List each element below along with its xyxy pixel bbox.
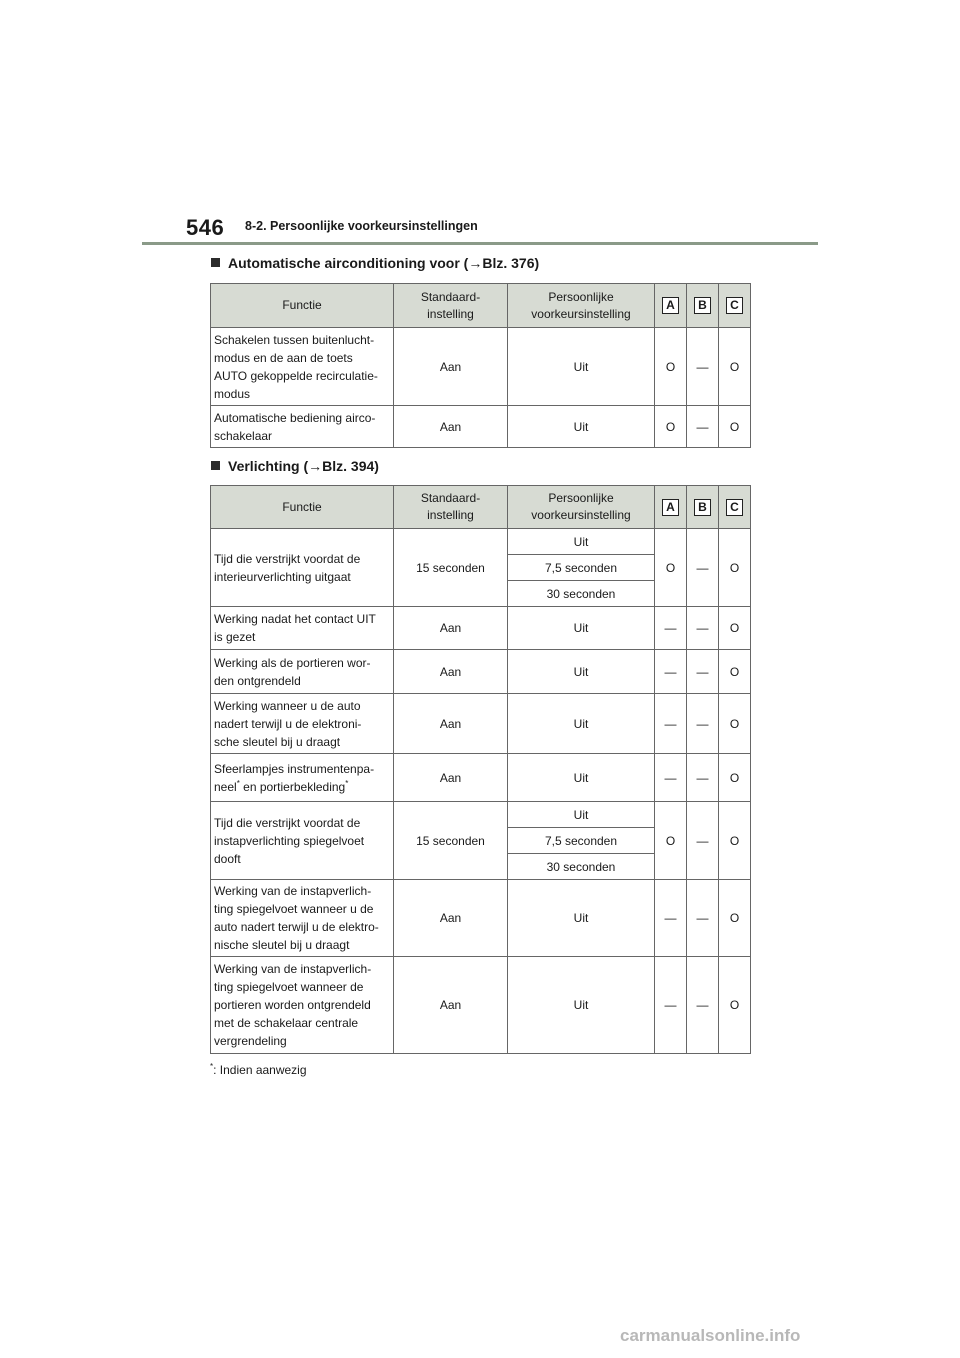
cell-c: O xyxy=(719,880,751,957)
watermark: carmanualsonline.info xyxy=(620,1326,801,1345)
header-functie: Functie xyxy=(211,284,394,328)
cell-personal: Uit xyxy=(508,328,655,406)
table-row xyxy=(211,650,751,694)
badge-a: A xyxy=(662,297,679,314)
cell-personal: Uit xyxy=(508,650,655,694)
cell-b: — xyxy=(687,754,719,802)
cell-b: — xyxy=(687,328,719,406)
cell-function: Schakelen tussen buitenlucht- modus en de aan de toets AUTO gekoppelde recirculatie- modus xyxy=(211,328,394,406)
badge-c: C xyxy=(726,499,743,516)
cell-b: — xyxy=(687,802,719,880)
cell-function: Werking van de instapverlich- ting spiegelvoet wanneer u de auto nadert terwijl u de elektro- nische sleutel bij u draagt xyxy=(211,880,394,957)
section-heading-airco xyxy=(211,255,539,271)
cell-c: O xyxy=(719,406,751,448)
section-title: Verlichting (→Blz. 394) xyxy=(228,458,379,474)
badge-a: A xyxy=(662,499,679,516)
page-number: 546 xyxy=(186,215,225,240)
cell-function: Werking wanneer u de auto nadert terwijl u de elektroni- sche sleutel bij u draagt xyxy=(211,694,394,754)
footnote-marker: * xyxy=(210,1062,214,1071)
table-row xyxy=(211,957,751,1054)
cell-default: Aan xyxy=(394,328,508,406)
cell-a: O xyxy=(655,802,687,880)
table-header-row xyxy=(211,284,751,328)
table-row xyxy=(211,880,751,957)
badge-b: B xyxy=(694,297,711,314)
cell-personal-option: 7,5 seconden xyxy=(508,555,655,581)
cell-default: Aan xyxy=(394,607,508,650)
table-row xyxy=(211,694,751,754)
chapter-title: 8-2. Persoonlijke voorkeursinstellingen xyxy=(245,219,478,233)
table-row xyxy=(211,328,751,406)
cell-b: — xyxy=(687,957,719,1054)
cell-personal: Uit xyxy=(508,880,655,957)
table-row xyxy=(211,607,751,650)
cell-default: Aan xyxy=(394,650,508,694)
cell-personal-option: 30 seconden xyxy=(508,581,655,607)
cell-personal: Uit xyxy=(508,957,655,1054)
header-persoonlijk: Persoonlijke voorkeursinstelling xyxy=(508,284,655,328)
cell-c: O xyxy=(719,650,751,694)
cell-personal-option: 7,5 seconden xyxy=(508,828,655,854)
header-col-b xyxy=(687,486,719,529)
table-header-row xyxy=(211,486,751,529)
cell-default: Aan xyxy=(394,406,508,448)
badge-c: C xyxy=(726,297,743,314)
cell-c: O xyxy=(719,328,751,406)
table-row xyxy=(211,754,751,802)
cell-default: 15 seconden xyxy=(394,802,508,880)
table-airco xyxy=(210,283,751,448)
cell-a: O xyxy=(655,529,687,607)
cell-b: — xyxy=(687,880,719,957)
footnote-marker: * xyxy=(236,778,240,788)
cell-c: O xyxy=(719,607,751,650)
cell-c: O xyxy=(719,802,751,880)
cell-b: — xyxy=(687,406,719,448)
cell-function: Automatische bediening airco- schakelaar xyxy=(211,406,394,448)
cell-b: — xyxy=(687,650,719,694)
header-rule xyxy=(142,242,818,245)
cell-b: — xyxy=(687,694,719,754)
cell-b: — xyxy=(687,529,719,607)
cell-a: — xyxy=(655,650,687,694)
cell-function: Werking nadat het contact UIT is gezet xyxy=(211,607,394,650)
table-row xyxy=(211,529,751,555)
badge-b: B xyxy=(694,499,711,516)
header-col-c xyxy=(719,284,751,328)
header-col-c xyxy=(719,486,751,529)
header-standaard: Standaard- instelling xyxy=(394,486,508,529)
header-persoonlijk: Persoonlijke voorkeursinstelling xyxy=(508,486,655,529)
header-col-a xyxy=(655,284,687,328)
cell-personal: Uit xyxy=(508,406,655,448)
header-functie: Functie xyxy=(211,486,394,529)
cell-personal-option: Uit xyxy=(508,802,655,828)
cell-personal: Uit xyxy=(508,607,655,650)
cell-a: — xyxy=(655,754,687,802)
footnote-marker: * xyxy=(345,778,349,788)
cell-default: Aan xyxy=(394,957,508,1054)
cell-default: Aan xyxy=(394,754,508,802)
table-verlichting xyxy=(210,485,751,1054)
cell-function: Tijd die verstrijkt voordat de interieurverlichting uitgaat xyxy=(211,529,394,607)
cell-c: O xyxy=(719,754,751,802)
cell-function: Werking van de instapverlich- ting spiegelvoet wanneer de portieren worden ontgrendeld met de schakelaar centrale vergrendeling xyxy=(211,957,394,1054)
cell-default: Aan xyxy=(394,880,508,957)
cell-c: O xyxy=(719,957,751,1054)
cell-personal: Uit xyxy=(508,694,655,754)
cell-default: Aan xyxy=(394,694,508,754)
cell-c: O xyxy=(719,694,751,754)
cell-a: O xyxy=(655,406,687,448)
bullet-square-icon xyxy=(211,258,220,267)
cell-function: Werking als de portieren wor- den ontgrendeld xyxy=(211,650,394,694)
cell-default: 15 seconden xyxy=(394,529,508,607)
cell-personal-option: 30 seconden xyxy=(508,854,655,880)
table-row xyxy=(211,802,751,828)
cell-a: — xyxy=(655,880,687,957)
header-col-b xyxy=(687,284,719,328)
cell-personal: Uit xyxy=(508,754,655,802)
cell-a: — xyxy=(655,694,687,754)
footnote xyxy=(210,1063,307,1077)
cell-c: O xyxy=(719,529,751,607)
header-col-a xyxy=(655,486,687,529)
cell-a: — xyxy=(655,607,687,650)
footnote-text: : Indien aanwezig xyxy=(213,1063,307,1077)
header-standaard: Standaard- instelling xyxy=(394,284,508,328)
section-title: Automatische airconditioning voor (→Blz. 376) xyxy=(228,255,540,271)
section-heading-verlichting xyxy=(211,458,379,474)
cell-function: Tijd die verstrijkt voordat de instapverlichting spiegelvoet dooft xyxy=(211,802,394,880)
cell-a: O xyxy=(655,328,687,406)
cell-function: Sfeerlampjes instrumentenpa- neel* en portierbekleding* xyxy=(211,754,394,802)
cell-b: — xyxy=(687,607,719,650)
table-row xyxy=(211,406,751,448)
bullet-square-icon xyxy=(211,461,220,470)
cell-a: — xyxy=(655,957,687,1054)
cell-personal-option: Uit xyxy=(508,529,655,555)
